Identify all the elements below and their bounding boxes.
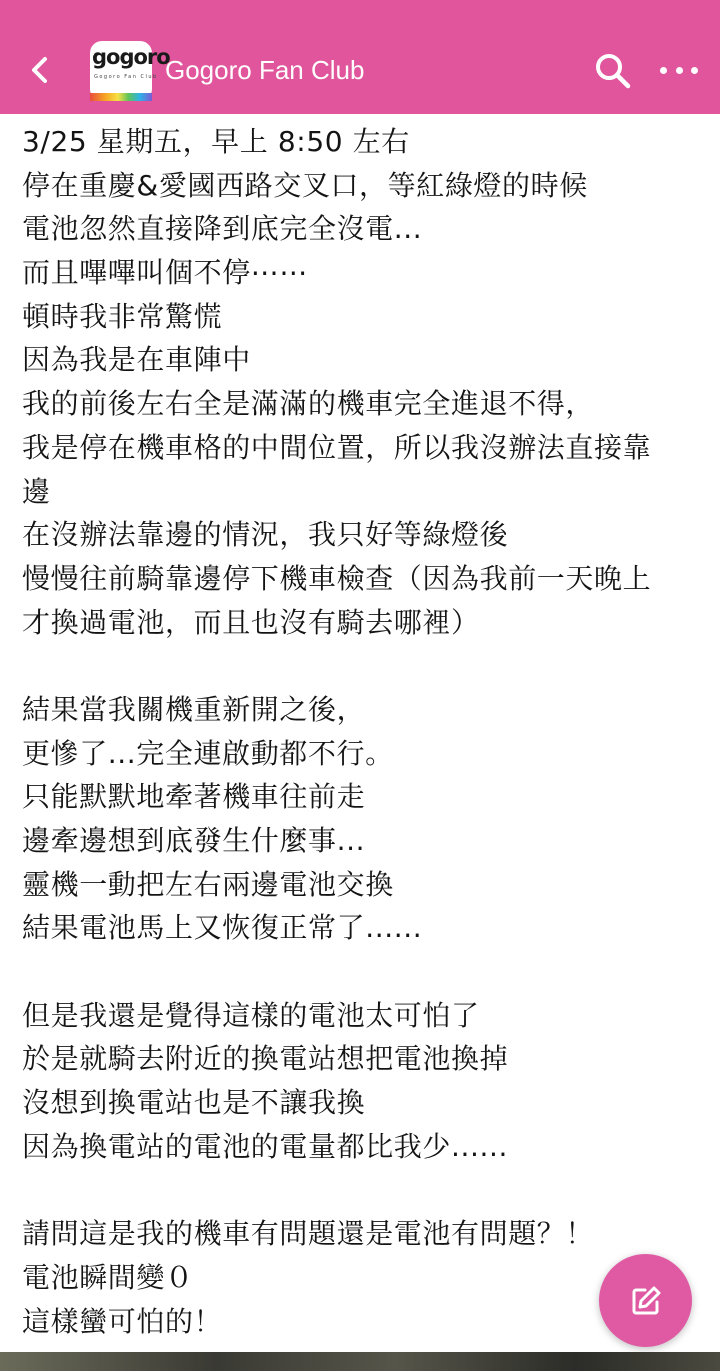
post-text-line: 慢慢往前騎靠邊停下機車檢查（因為我前一天晚上 <box>22 561 652 595</box>
logo-wordmark: gogoro <box>92 45 170 69</box>
more-options-button[interactable] <box>660 60 698 80</box>
logo-subtext: Gogoro Fan Club <box>94 74 158 80</box>
post-text-line: 電池瞬間變０ <box>22 1260 194 1294</box>
compose-post-button[interactable] <box>599 1254 692 1347</box>
post-text-line: 只能默默地牽著機車往前走 <box>22 780 366 814</box>
post-text-line: 沒想到換電站也是不讓我換 <box>22 1086 366 1120</box>
next-post-image-preview[interactable] <box>0 1352 720 1371</box>
post-text-line: 邊牽邊想到底發生什麼事... <box>22 824 366 857</box>
post-text-line <box>22 644 712 688</box>
post-text-line: 因為換電站的電池的電量都比我少...... <box>22 1129 509 1163</box>
group-logo[interactable] <box>90 41 170 101</box>
post-text-line: 這樣蠻可怕的！ <box>22 1304 223 1338</box>
post-body <box>22 120 712 1343</box>
edit-icon <box>628 1283 664 1319</box>
post-text-line: 在沒辦法靠邊的情況，我只好等綠燈後 <box>22 518 509 552</box>
post-text-line: 更慘了...完全連啟動都不行。 <box>22 736 394 770</box>
post-text-line: 但是我還是覺得這樣的電池太可怕了 <box>22 998 480 1032</box>
post-text-line: 停在重慶&愛國西路交叉口，等紅綠燈的時候 <box>22 168 588 202</box>
group-title[interactable]: Gogoro Fan Club <box>165 55 365 85</box>
search-button[interactable] <box>594 52 632 90</box>
post-text-line: 電池忽然直接降到底完全沒電... <box>22 212 423 246</box>
post-text-line: 我的前後左右全是滿滿的機車完全進退不得， <box>22 387 595 421</box>
post-text-line: 邊 <box>22 474 51 508</box>
post-text-line: 頓時我非常驚慌 <box>22 299 223 333</box>
more-horizontal-icon <box>660 67 667 74</box>
back-button[interactable] <box>22 50 58 90</box>
more-horizontal-icon-dot <box>691 67 698 74</box>
post-text-line: 才換過電池，而且也沒有騎去哪裡） <box>22 605 480 639</box>
post-text-line: 我是停在機車格的中間位置，所以我沒辦法直接靠 <box>22 430 652 464</box>
more-horizontal-icon-dot <box>676 67 683 74</box>
post-text-line: 而且嗶嗶叫個不停⋯⋯ <box>22 256 309 290</box>
chevron-left-icon <box>29 55 51 85</box>
post-text-line: 結果電池馬上又恢復正常了...... <box>22 911 423 945</box>
post-text-line <box>22 950 712 994</box>
logo-rainbow-stripe <box>90 93 152 101</box>
post-text-line: 因為我是在車陣中 <box>22 343 251 377</box>
post-text-line: 於是就騎去附近的換電站想把電池換掉 <box>22 1042 509 1076</box>
top-app-bar <box>0 0 720 114</box>
post-text-line: 3/25 星期五，早上 8:50 左右 <box>22 125 410 158</box>
search-icon <box>594 52 632 90</box>
post-text-line: 結果當我關機重新開之後， <box>22 692 366 726</box>
post-text-line: 請問這是我的機車有問題還是電池有問題？！ <box>22 1217 595 1251</box>
post-text-line: 靈機一動把左右兩邊電池交換 <box>22 867 394 901</box>
post-text-line <box>22 1169 712 1213</box>
